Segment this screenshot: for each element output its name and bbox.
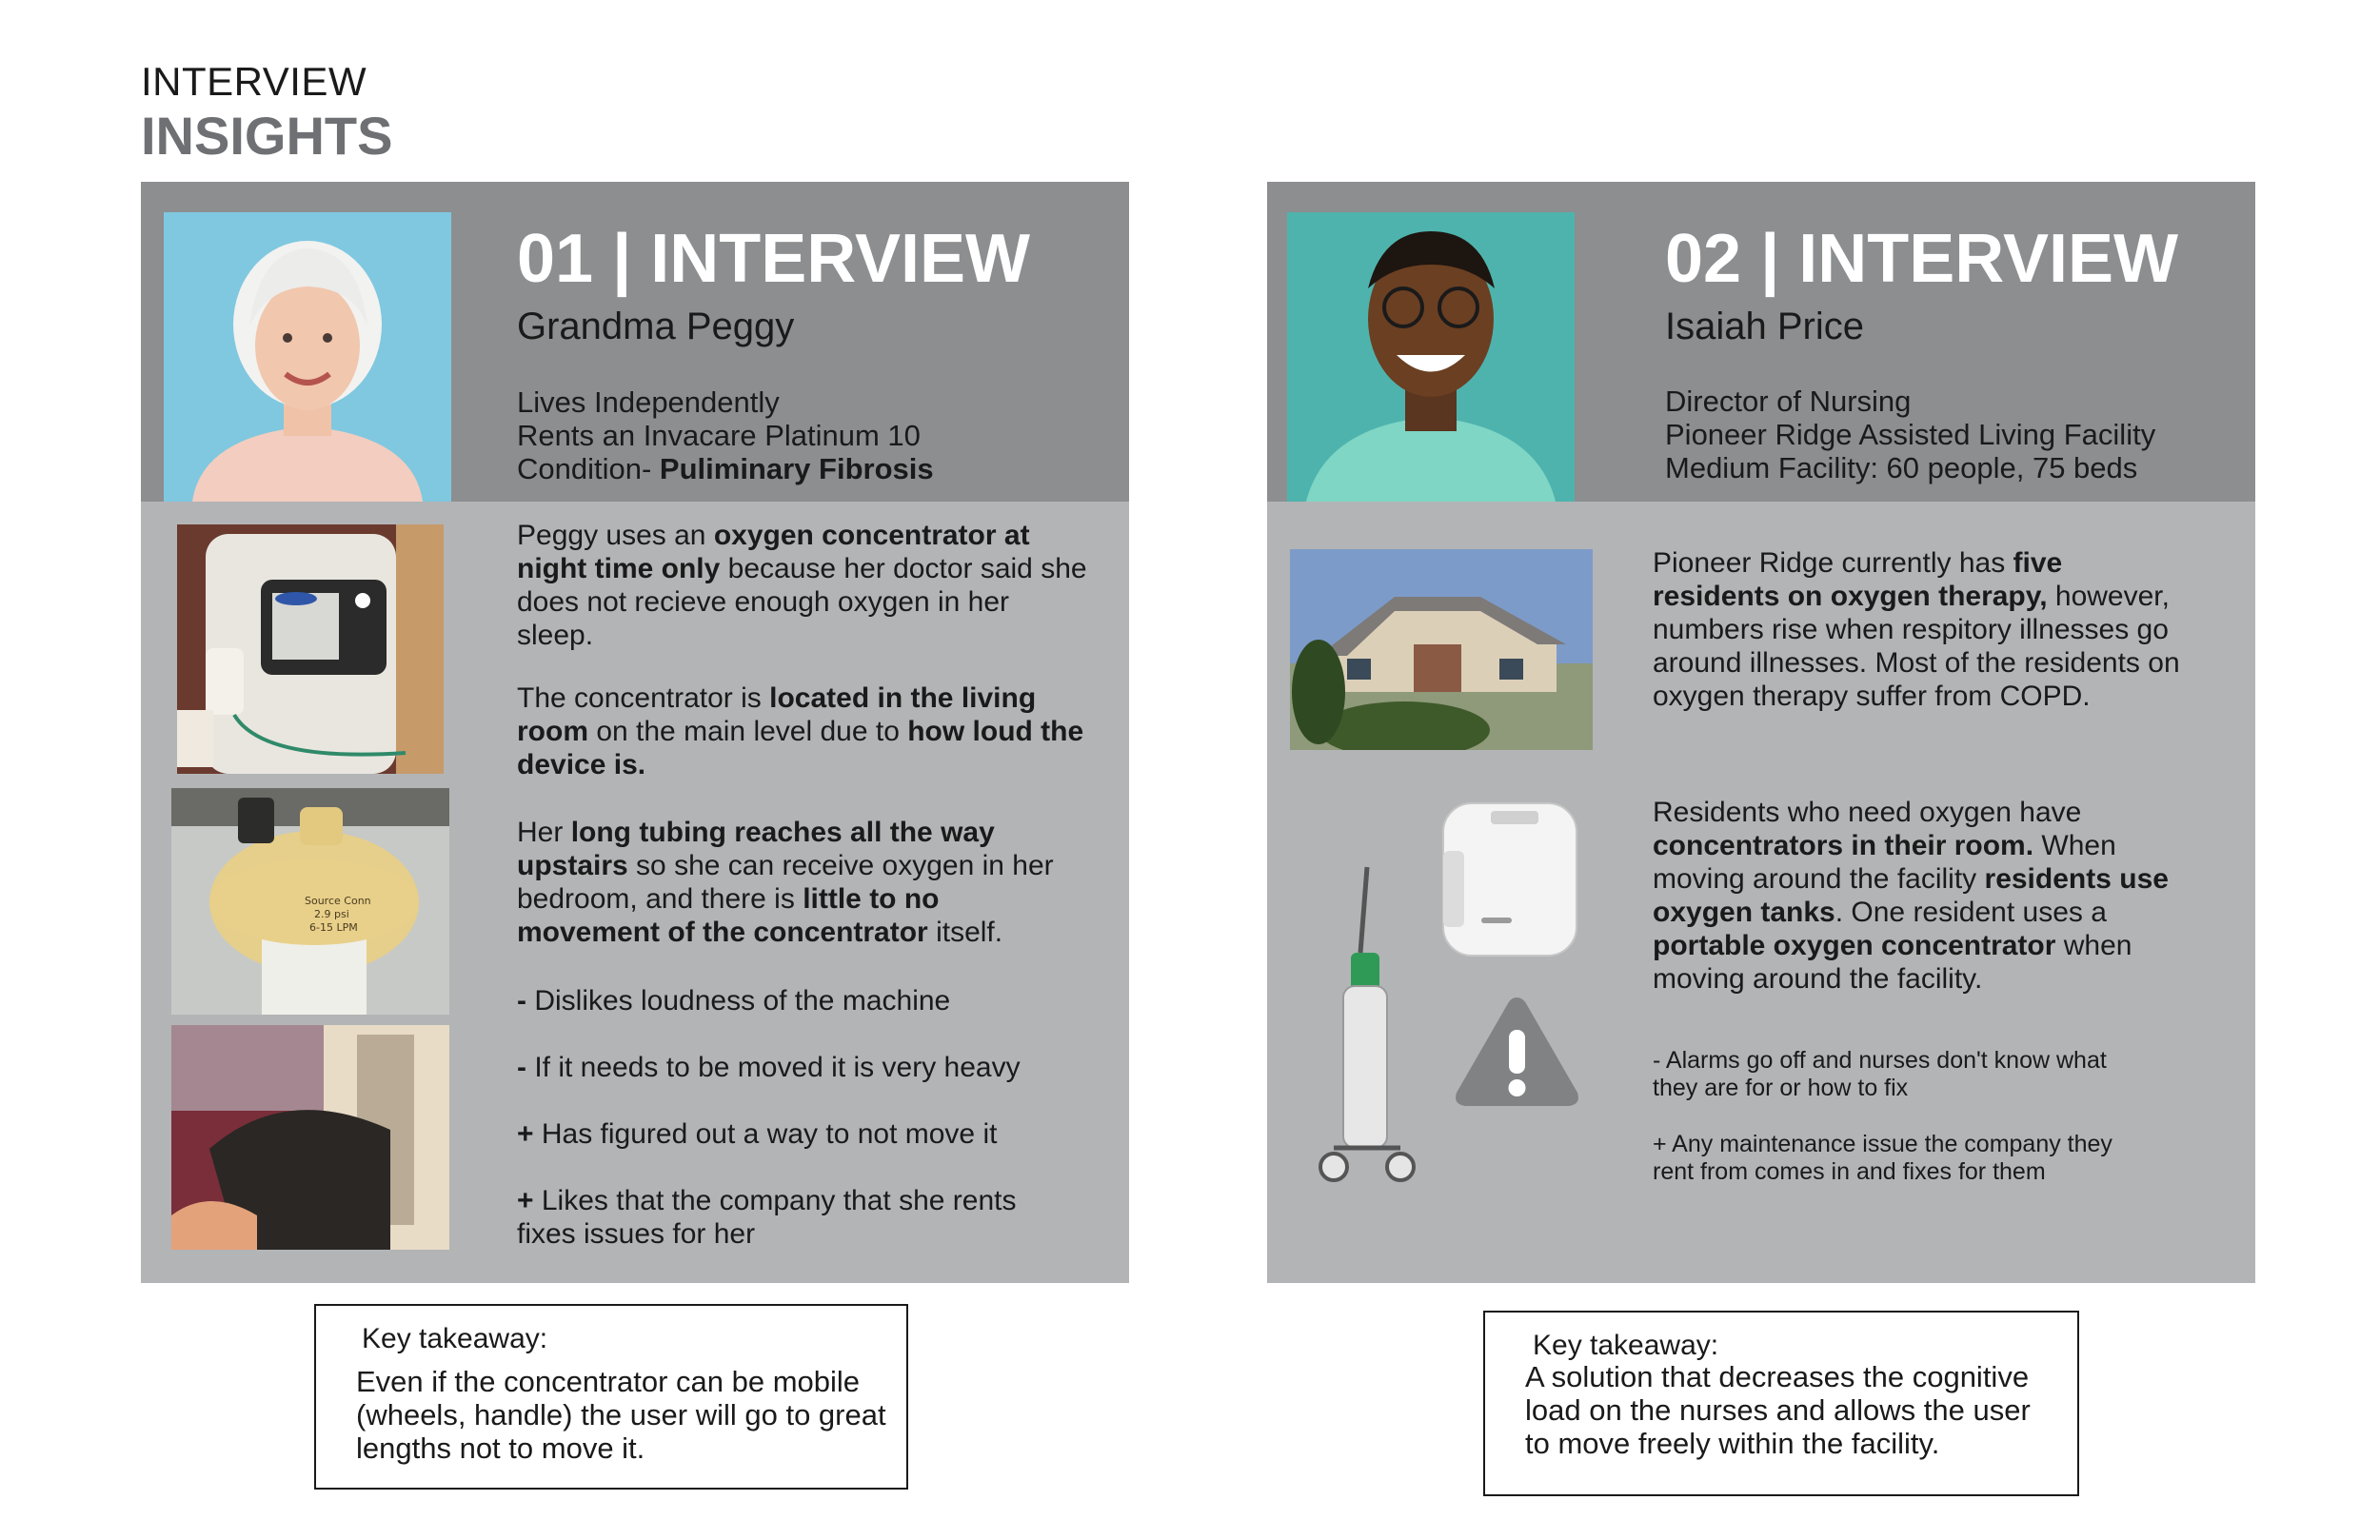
takeaway-label: Key takeaway: (362, 1323, 548, 1354)
interview-1-name: Grandma Peggy (517, 306, 795, 347)
takeaway-box-2 (1483, 1311, 2079, 1496)
point-item (517, 1117, 1088, 1151)
text-run: when moving around the facility. (1653, 930, 2132, 995)
text-run: Pioneer Ridge currently has (1653, 547, 2013, 579)
text-run-bold: long tubing reaches all the way upstairs (517, 817, 995, 881)
text-run-bold: portable oxygen concentrator (1653, 930, 2056, 961)
interview-2-meta (1665, 385, 2155, 484)
interview-1-paragraph-3 (517, 816, 1088, 949)
condition-value: Puliminary Fibrosis (659, 452, 934, 485)
interview-1-meta-line: Lives Independently (517, 385, 780, 419)
point-text: Likes that the company that she rents fixes issues for her (517, 1185, 1017, 1250)
portrait-photo-peggy (164, 212, 451, 502)
point-sign: + (517, 1185, 534, 1216)
text-run: The concentrator is (517, 682, 770, 714)
page-header-line1: INTERVIEW (141, 59, 367, 104)
takeaway-box-1 (314, 1304, 908, 1490)
page-header-line2: INSIGHTS (141, 106, 393, 166)
point-sign: - (517, 985, 526, 1017)
text-run-bold: little to no movement of the concentrator (517, 883, 940, 948)
svg-text:6-15 LPM: 6-15 LPM (309, 921, 358, 934)
svg-text:2.9 psi: 2.9 psi (314, 908, 349, 920)
point-item (517, 1051, 1088, 1084)
text-run: so she can receive oxygen in her bedroom, and there is (517, 850, 1054, 915)
interview-card-1 (141, 182, 1129, 1283)
interview-2-title: 02 | INTERVIEW (1665, 221, 2178, 297)
interview-1-meta (517, 385, 934, 485)
point-sign: - (517, 1052, 526, 1083)
point-text: If it needs to be moved it is very heavy (526, 1052, 1021, 1083)
text-run-bold: located in the living room (517, 682, 1037, 747)
interview-2-note: - Alarms go off and nurses don't know what they are for or how to fix (1653, 1047, 2107, 1101)
interview-2-note: + Any maintenance issue the company they rent from comes in and fixes for them (1653, 1131, 2112, 1185)
interview-1-condition (517, 452, 934, 485)
text-run-bold: oxygen concentrator at night time only (517, 520, 1030, 584)
svg-text:Source Conn: Source Conn (305, 895, 371, 907)
portrait-photo-isaiah (1287, 212, 1575, 502)
text-run-bold: how loud the device is. (517, 716, 1084, 780)
condition-label: Condition- (517, 452, 660, 485)
portable-concentrator-illustration (1434, 794, 1586, 965)
oxygen-tank-illustration (1315, 862, 1419, 1191)
text-run: Her (517, 817, 571, 848)
interview-1-meta-line: Rents an Invacare Platinum 10 (517, 419, 921, 452)
interview-card-2 (1267, 182, 2255, 1283)
takeaway-text: Even if the concentrator can be mobile (wheels, handle) the user will go to great lengths not to move it. (356, 1365, 886, 1465)
humidifier-bottle-photo (171, 788, 449, 1015)
interview-1-paragraph-2 (517, 681, 1088, 781)
point-item (517, 1184, 1069, 1251)
point-text: Dislikes loudness of the machine (526, 985, 951, 1017)
text-run: because her doctor said she does not recieve enough oxygen in her sleep. (517, 553, 1087, 651)
facility-photo (1290, 549, 1593, 750)
text-run-bold: residents use oxygen tanks (1653, 863, 2169, 928)
point-sign: + (517, 1118, 534, 1150)
text-run-bold: concentrators in their room. (1653, 830, 2034, 861)
interview-1-paragraph-1 (517, 519, 1088, 652)
point-text: Has figured out a way to not move it (533, 1118, 998, 1150)
text-run: Peggy uses an (517, 520, 714, 551)
interview-1-title: 01 | INTERVIEW (517, 221, 1030, 297)
text-run: . One resident uses a (1835, 897, 2107, 928)
text-run: Residents who need oxygen have (1653, 797, 2082, 828)
text-run-bold: five residents on oxygen therapy, (1653, 547, 2063, 612)
interview-2-meta-line: Director of Nursing (1665, 385, 1912, 418)
interview-2-meta-line: Pioneer Ridge Assisted Living Facility (1665, 418, 2156, 451)
interview-2-paragraph-1 (1653, 546, 2186, 713)
concentrator-photo (177, 524, 444, 774)
takeaway-text: A solution that decreases the cognitive load on the nurses and allows the user to move freely within the facility. (1525, 1360, 2031, 1460)
text-run: on the main level due to (588, 716, 908, 747)
text-run: itself. (927, 917, 1003, 948)
filter-photo (171, 1025, 449, 1250)
interview-2-paragraph-2 (1653, 796, 2186, 996)
takeaway-label: Key takeaway: (1533, 1330, 1719, 1361)
warning-icon (1453, 994, 1581, 1108)
interview-2-meta-line: Medium Facility: 60 people, 75 beds (1665, 451, 2138, 484)
point-item (517, 984, 1088, 1017)
text-run: When moving around the facility (1653, 830, 2116, 895)
interview-2-name: Isaiah Price (1665, 306, 1864, 347)
text-run: however, numbers rise when respitory illnesses go around illnesses. Most of the residents on oxygen therapy suffer from COPD. (1653, 581, 2180, 712)
